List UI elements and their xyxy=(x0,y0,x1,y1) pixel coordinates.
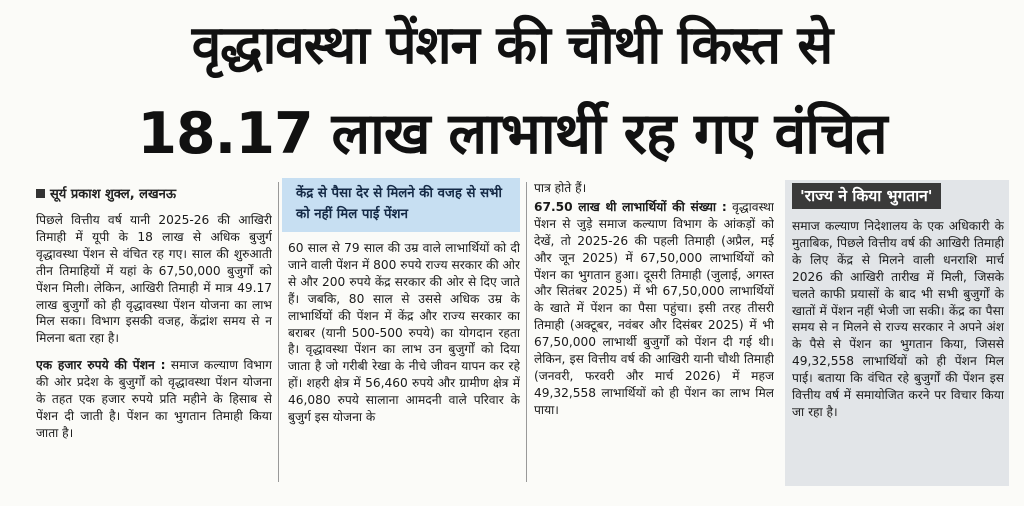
article-column-1 xyxy=(36,212,272,490)
sidebar-body xyxy=(792,218,1004,484)
column1-subhead: एक हजार रुपये की पेंशन : xyxy=(36,358,166,373)
article-column-2 xyxy=(288,240,520,488)
column1-paragraph-2 xyxy=(36,357,272,442)
column3-lead: पात्र होते हैं। xyxy=(534,181,587,195)
column2-paragraph-1: 60 साल से 79 साल की उम्र वाले लाभार्थियों को दी जाने वाली पेंशन में 800 रुपये राज्य सरकार की ओर से और 200 रुपये केंद्र सरकार की ओर से दिए जाते हैं। जबकि, 80 साल से उससे अधिक उम्र के लाभार्थियों की पेंशन में केंद्र और राज्य सरकार का बराबर (यानी 500-500 रुपये) का योगदान रहता है। वृद्धावस्था पेंशन का लाभ उन बुजुर्गों को दिया जाता है जो गरीबी रेखा के नीचे जीवन यापन कर रहे हों। शहरी क्षेत्र में 56,460 रुपये और ग्रामीण क्षेत्र में 46,080 रुपये सालाना आमदनी वाले परिवार के बुजुर्ग इस योजना के xyxy=(288,241,520,425)
column-divider-1 xyxy=(278,182,279,482)
highlight-text: केंद्र से पैसा देर से मिलने की वजह से सभी को नहीं मिल पाई पेंशन xyxy=(296,186,502,222)
column1-paragraph-2-text: समाज कल्याण विभाग की ओर प्रदेश के बुजुर्गों को वृद्धावस्था पेंशन योजना के तहत एक हजार रुपये प्रति महीने के हिसाब से पेंशन दी जाती है। पेंशन का भुगतान तिमाही किया जाता है। xyxy=(36,358,272,440)
column-divider-2 xyxy=(526,182,527,482)
column3-subhead: 67.50 लाख थी लाभार्थियों की संख्या : xyxy=(534,199,727,214)
square-bullet-icon xyxy=(36,189,45,198)
highlight-box xyxy=(282,178,520,232)
headline-line-2: 18.17 लाख लाभार्थी रह गए वंचित xyxy=(137,101,887,167)
byline xyxy=(36,184,176,202)
article-column-3 xyxy=(534,180,774,490)
headline-line-1: वृद्धावस्था पेंशन की चौथी किस्त से xyxy=(191,15,833,76)
column3-paragraph-1 xyxy=(534,199,774,419)
column3-paragraph-1-text: वृद्धावस्था पेंशन से जुड़े समाज कल्याण विभाग के आंकड़ों को देखें, तो 2025-26 की पहली तिमाही (अप्रैल, मई और जून 2025) में 67,50,000 लाभार्थियों को पेंशन का भुगतान हुआ। दूसरी तिमाही (जुलाई, अगस्त और सितंबर 2025) में भी 67,50,000 लाभार्थियों के खाते में पेंशन का पैसा पहुंचा। इसी तरह तीसरी तिमाही (अक्टूबर, नवंबर और दिसंबर 2025) में भी 67,50,000 लाभार्थी बुजुर्गों को पेंशन दी गई थी। लेकिन, इस वित्तीय वर्ष की आखिरी यानी चौथी तिमाही (जनवरी, फरवरी और मार्च 2026) में महज 49,32,558 लाभार्थियों को ही पेंशन का लाभ मिल पाया। xyxy=(534,199,774,417)
byline-text: सूर्य प्रकाश शुक्ल, लखनऊ xyxy=(50,187,177,202)
sidebar-paragraph: समाज कल्याण निदेशालय के एक अधिकारी के मुताबिक, पिछले वित्तीय वर्ष की आखिरी तिमाही के लिए केंद्र से मिलने वाली धनराशि मार्च 2026 की आखिरी तारीख में मिली, जिसके चलते काफी प्रयासों के बाद भी सभी बुजुर्गों के खातों में पेंशन नहीं भेजी जा सकी। केंद्र का पैसा समय से न मिलने से राज्य सरकार ने अपने अंश के पैसे से पेंशन का भुगतान किया, जिससे 49,32,558 लाभार्थियों को ही पेंशन मिल पाई। बताया कि वंचित रहे बुजुर्गों की पेंशन इस वित्तीय वर्ष में समायोजित करने पर विचार किया जा रहा है। xyxy=(792,219,1004,419)
sidebar-title: 'राज्य ने किया भुगतान' xyxy=(792,183,941,209)
column1-paragraph-1: पिछले वित्तीय वर्ष यानी 2025-26 की आखिरी तिमाही में यूपी के 18 लाख से अधिक बुजुर्ग वृद्धावस्था पेंशन से वंचित रह गए। साल की शुरुआती तीन तिमाहियों में यहां के 67,50,000 बुजुर्गों को पेंशन मिली। लेकिन, आखिरी तिमाही में मात्र 49.17 लाख बुजुर्गों को ही वृद्धावस्था पेंशन योजना का लाभ मिल सका। विभाग इसकी वजह, केंद्रांश समय से न मिलना बता रहा है। xyxy=(36,213,272,346)
